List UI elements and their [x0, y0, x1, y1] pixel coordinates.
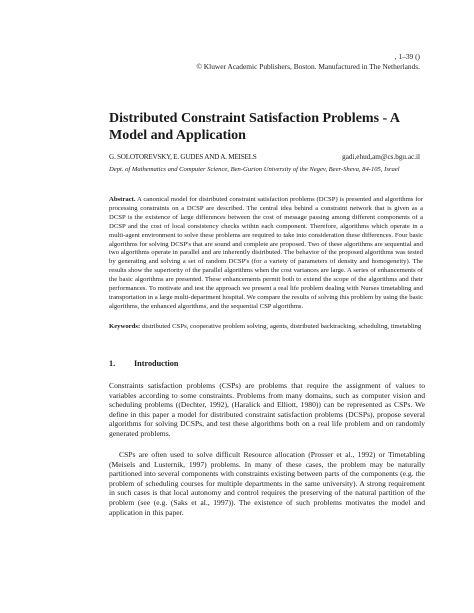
intro-paragraph-2: CSPs are often used to solve difficult Resource allocation (Prosser et al., 1992) or Timetabling (Meisels and Lusternik, 1997) problems. In many of these cases, the problem may be naturally partitioned into several components with constraints existing between parts of the components (e.g. the problem of scheduling courses for multiple departments in the same university). A strong requirement in such cases is that local autonomy and control requires the preserving of the natural partition of the problem (see (e.g. (Saks et al., 1997)). The existence of such problems motivates the model and application in this paper.	[109, 450, 425, 517]
page-range: , 1–39 ()	[394, 52, 420, 61]
abstract-label: Abstract.	[109, 196, 136, 203]
section-number: 1.	[109, 359, 116, 368]
publisher-line: © Kluwer Academic Publishers, Boston. Manufactured in The Netherlands.	[196, 62, 420, 71]
intro-paragraph-1: Constraints satisfaction problems (CSPs) are problems that require the assignment of values to variables according to some constraints. Problems from many domains, such as computer vision and scheduling problems ((Dechter, 1992), (Haralick and Elliott, 1980)) can be represented as CSPs. We define in this paper a model for distributed constraint satisfaction problems (DCSPs), propose several algorithms for solving DCSPs, and test these algorithms both on a real life problem and on randomly generated problems.	[109, 381, 425, 438]
abstract	[109, 196, 423, 312]
keywords	[109, 323, 423, 332]
section-heading	[109, 359, 178, 368]
journal-header	[196, 52, 420, 72]
section-title: Introduction	[134, 359, 179, 368]
abstract-text: A canonical model for distributed constraint satisfaction problems (DCSP) is presented and algorithms for processing constraints on a DCSP are described. The central idea behind a constraint network that is given as a DCSP is the existence of large differences between the cost of message passing among different components of a DCSP and the cost of local consistency checks within each component. Therefore, algorithms which operate in a multi-agent environment to solve these problems are required to take into consideration these differences. Four basic algorithms for solving DCSP's that are sound and complete are proposed. Two of these algorithms are sequential and two algorithms operate in parallel and are inherently distributed. The behavior of the proposed algorithms was tested by generating and solving a set of random DCSP's (for a variety of parameters of density and homogeneity). The results show the superiority of the parallel algorithms when the cost variances are large. A series of enhancements of the basic algorithms are presented. These enhancements permit both to extend the scope of the algorithms and their performances. To motivate and test the approach we present a real life problem dealing with Nurses timetabling and transportation in a large multi-department hospital. We compare the results of solving this problem by using the basic algorithms, the enhanced algorithms, and the sequential CSP algorithms.	[109, 196, 423, 310]
authors: G. SOLOTOREVSKY, E. GUDES AND A. MEISELS	[109, 153, 257, 161]
keywords-text: distributed CSPs, cooperative problem solving, agents, distributed backtracking, scheduling, timetabling	[141, 323, 422, 330]
author-email: gadi,ehud,am@cs.bgu.ac.il	[342, 153, 420, 161]
keywords-label: Keywords:	[109, 323, 141, 330]
paper-title: Distributed Constraint Satisfaction Problems - A Model and Application	[109, 111, 400, 143]
affiliation: Dept. of Mathematics and Computer Science, Ben-Gurion University of the Negev, Beer-Sheva, 84-105, Israel	[109, 166, 400, 173]
